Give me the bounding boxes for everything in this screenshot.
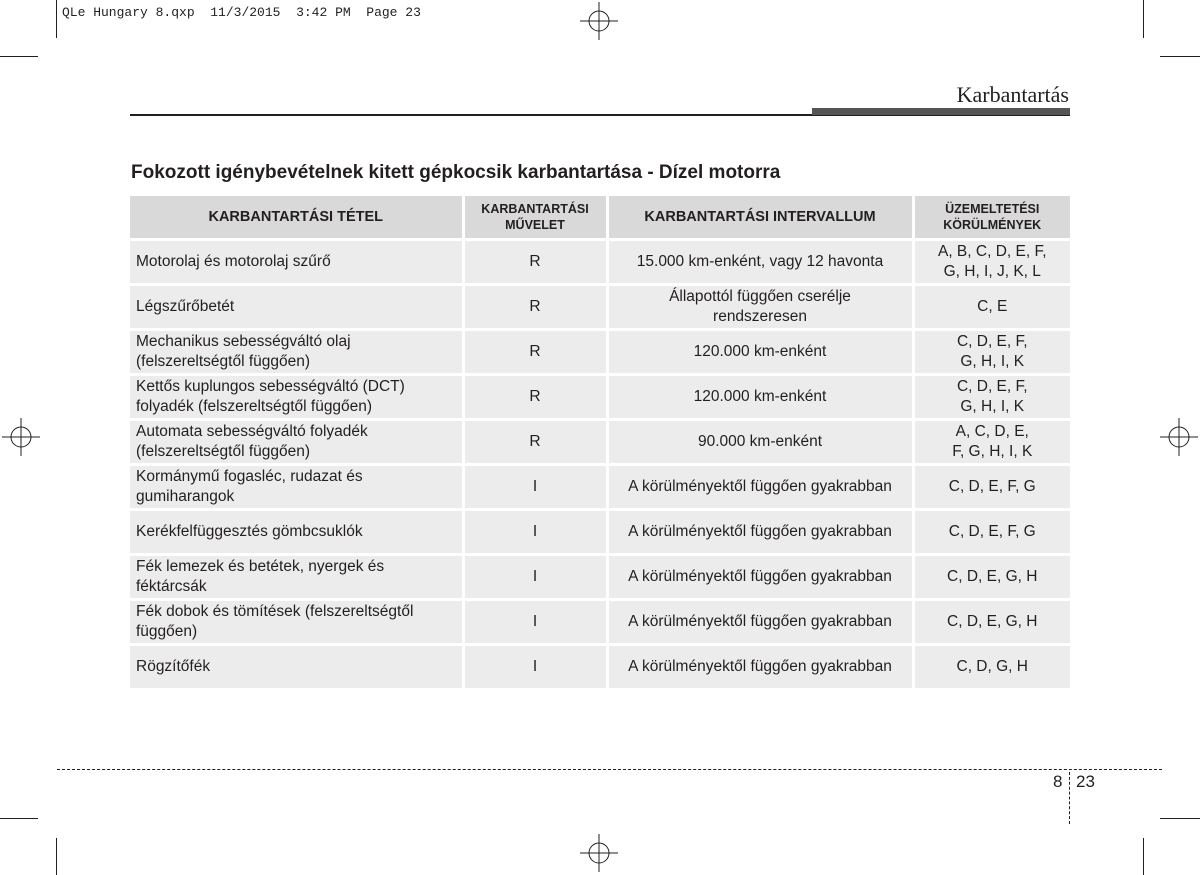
header-conditions-line1: ÜZEMELTETÉSI xyxy=(945,202,1040,216)
cell-item xyxy=(130,375,463,420)
table-header-row xyxy=(130,196,1070,240)
cell-interval xyxy=(607,645,913,690)
header-item: KARBANTARTÁSI TÉTEL xyxy=(130,196,463,240)
cell-conditions xyxy=(913,285,1070,330)
crop-mark-bottom-right-h xyxy=(1160,818,1200,819)
cell-item xyxy=(130,420,463,465)
header-conditions xyxy=(913,196,1070,240)
table-row xyxy=(130,285,1070,330)
crop-mark-bottom-left-h xyxy=(0,818,38,819)
table-row xyxy=(130,600,1070,645)
crop-mark-top-right-h xyxy=(1160,56,1200,57)
cell-interval xyxy=(607,330,913,375)
operation-text: R xyxy=(529,433,541,450)
slug-file: QLe Hungary 8.qxp xyxy=(62,5,195,20)
item-text-line1: Rögzítőfék xyxy=(136,658,211,675)
item-text-line1: Mechanikus sebességváltó olaj xyxy=(136,333,351,350)
conditions-text-line1: C, E xyxy=(977,298,1008,315)
cell-interval xyxy=(607,420,913,465)
item-text-line2: gumiharangok xyxy=(136,488,235,505)
cell-conditions xyxy=(913,330,1070,375)
cell-operation xyxy=(463,285,607,330)
cell-operation xyxy=(463,510,607,555)
conditions-text-line1: C, D, E, F, G xyxy=(948,478,1036,495)
cell-conditions xyxy=(913,420,1070,465)
interval-text-line1: 120.000 km-enként xyxy=(693,388,827,405)
cell-interval xyxy=(607,285,913,330)
maintenance-table-container xyxy=(130,196,1070,691)
header-operation-line1: KARBANTARTÁSI xyxy=(481,202,589,216)
cell-item xyxy=(130,600,463,645)
operation-text: R xyxy=(529,253,541,270)
cell-operation xyxy=(463,420,607,465)
item-text-line1: Fék lemezek és betétek, nyergek és xyxy=(136,558,385,575)
header-rule-accent xyxy=(812,108,1070,115)
registration-mark-left xyxy=(2,418,40,456)
interval-text-line1: 15.000 km-enként, vagy 12 havonta xyxy=(636,253,884,270)
interval-text-line1: A körülményektől függően gyakrabban xyxy=(628,478,892,495)
cell-conditions xyxy=(913,600,1070,645)
operation-text: I xyxy=(532,658,538,675)
item-text-line1: Kettős kuplungos sebességváltó (DCT) xyxy=(136,378,405,395)
footer-rule xyxy=(57,769,1162,770)
item-text-line2: függően) xyxy=(136,623,198,640)
cell-interval xyxy=(607,375,913,420)
registration-mark-top xyxy=(580,2,618,40)
conditions-text-line1: A, B, C, D, E, F, xyxy=(937,243,1047,260)
cell-interval xyxy=(607,600,913,645)
cell-operation xyxy=(463,330,607,375)
table-row xyxy=(130,330,1070,375)
operation-text: I xyxy=(532,478,538,495)
item-text-line2: (felszereltségtől függően) xyxy=(136,353,311,370)
table-row xyxy=(130,555,1070,600)
interval-text-line1: A körülményektől függően gyakrabban xyxy=(628,523,892,540)
operation-text: R xyxy=(529,298,541,315)
interval-text-line2: rendszeresen xyxy=(713,308,807,325)
table-row xyxy=(130,240,1070,285)
cell-conditions xyxy=(913,240,1070,285)
crop-mark-bottom-right-v xyxy=(1143,838,1144,875)
cell-interval xyxy=(607,465,913,510)
cell-item xyxy=(130,330,463,375)
crop-mark-top-left-v xyxy=(56,0,57,38)
conditions-text-line1: C, D, E, G, H xyxy=(947,568,1038,585)
operation-text: R xyxy=(529,388,541,405)
header-operation xyxy=(463,196,607,240)
conditions-text-line2: G, H, I, K xyxy=(960,353,1025,370)
cell-item xyxy=(130,285,463,330)
cell-conditions xyxy=(913,375,1070,420)
crop-mark-top-left-h xyxy=(0,56,38,57)
crop-mark-bottom-left-v xyxy=(56,838,57,875)
cell-item xyxy=(130,240,463,285)
conditions-text-line1: C, D, E, F, xyxy=(956,378,1028,395)
table-body xyxy=(130,240,1070,690)
operation-text: I xyxy=(532,613,538,630)
slug-date: 11/3/2015 xyxy=(210,5,281,20)
maintenance-table xyxy=(130,196,1070,691)
crop-mark-top-right-v xyxy=(1143,0,1144,38)
cell-conditions xyxy=(913,645,1070,690)
cell-operation xyxy=(463,375,607,420)
cell-item xyxy=(130,645,463,690)
cell-interval xyxy=(607,555,913,600)
item-text-line1: Automata sebességváltó folyadék xyxy=(136,423,368,440)
interval-text-line1: A körülményektől függően gyakrabban xyxy=(628,568,892,585)
page-number-separator xyxy=(1069,772,1070,824)
slug-time: 3:42 PM xyxy=(296,5,351,20)
cell-conditions xyxy=(913,465,1070,510)
table-row xyxy=(130,510,1070,555)
cell-operation xyxy=(463,240,607,285)
cell-conditions xyxy=(913,555,1070,600)
page-number: 23 xyxy=(1076,772,1095,791)
page-title: Fokozott igénybevételnek kitett gépkocsik karbantartása - Dízel motorra xyxy=(131,162,781,183)
cell-operation xyxy=(463,645,607,690)
operation-text: R xyxy=(529,343,541,360)
table-row xyxy=(130,645,1070,690)
conditions-text-line1: C, D, E, F, G xyxy=(948,523,1036,540)
operation-text: I xyxy=(532,568,538,585)
cell-conditions xyxy=(913,510,1070,555)
item-text-line1: Kormánymű fogasléc, rudazat és xyxy=(136,468,363,485)
item-text-line1: Kerékfelfüggesztés gömbcsuklók xyxy=(136,523,363,540)
chapter-number: 8 xyxy=(1053,772,1063,791)
conditions-text-line1: C, D, E, F, xyxy=(956,333,1028,350)
registration-mark-right xyxy=(1160,418,1198,456)
cell-operation xyxy=(463,600,607,645)
item-text-line1: Motorolaj és motorolaj szűrő xyxy=(136,253,331,270)
interval-text-line1: 120.000 km-enként xyxy=(693,343,827,360)
cell-item xyxy=(130,510,463,555)
interval-text-line1: 90.000 km-enként xyxy=(697,433,823,450)
conditions-text-line2: G, H, I, K xyxy=(960,398,1025,415)
cell-interval xyxy=(607,240,913,285)
conditions-text-line1: C, D, G, H xyxy=(956,658,1028,675)
conditions-text-line2: G, H, I, J, K, L xyxy=(943,263,1041,280)
conditions-text-line1: A, C, D, E, xyxy=(955,423,1029,440)
registration-mark-bottom xyxy=(580,834,618,872)
item-text-line2: folyadék (felszereltségtől függően) xyxy=(136,398,373,415)
cell-interval xyxy=(607,510,913,555)
header-operation-line2: MŰVELET xyxy=(505,218,565,232)
header-conditions-line2: KÖRÜLMÉNYEK xyxy=(943,218,1042,232)
cell-item xyxy=(130,465,463,510)
cell-item xyxy=(130,555,463,600)
print-slug xyxy=(62,5,421,20)
table-row xyxy=(130,465,1070,510)
conditions-text-line1: C, D, E, G, H xyxy=(947,613,1038,630)
header-interval: KARBANTARTÁSI INTERVALLUM xyxy=(607,196,913,240)
interval-text-line1: A körülményektől függően gyakrabban xyxy=(628,658,892,675)
slug-page: Page 23 xyxy=(366,5,421,20)
table-row xyxy=(130,420,1070,465)
section-title: Karbantartás xyxy=(956,82,1069,107)
item-text-line1: Légszűrőbetét xyxy=(136,298,235,315)
cell-operation xyxy=(463,465,607,510)
table-row xyxy=(130,375,1070,420)
cell-operation xyxy=(463,555,607,600)
item-text-line1: Fék dobok és tömítések (felszereltségtől xyxy=(136,603,414,620)
interval-text-line1: Állapottól függően cserélje xyxy=(669,288,851,305)
operation-text: I xyxy=(532,523,538,540)
item-text-line2: (felszereltségtől függően) xyxy=(136,443,311,460)
conditions-text-line2: F, G, H, I, K xyxy=(952,443,1033,460)
interval-text-line1: A körülményektől függően gyakrabban xyxy=(628,613,892,630)
item-text-line2: féktárcsák xyxy=(136,578,207,595)
